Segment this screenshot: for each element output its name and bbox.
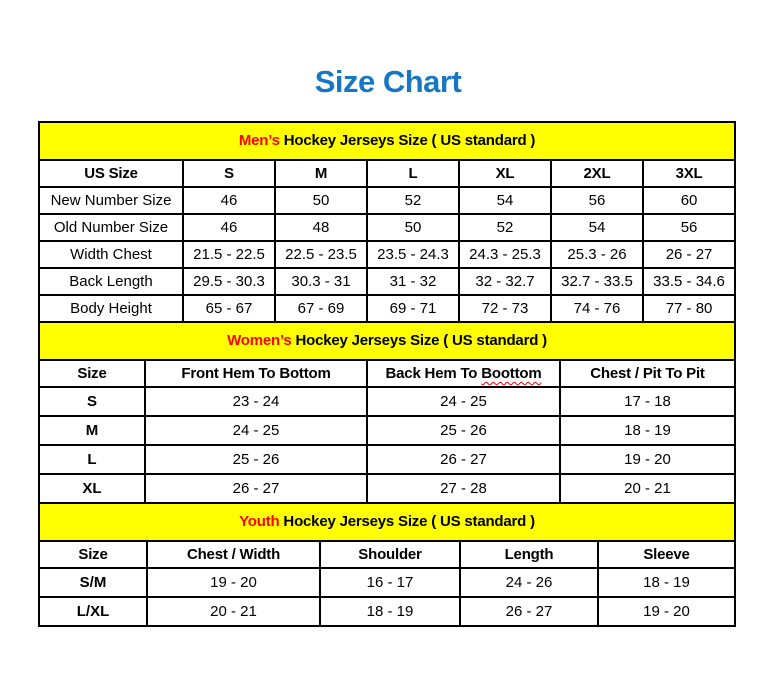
size-value: 56: [643, 214, 735, 241]
womens-column-header-size: Size: [39, 360, 145, 387]
row-label: S: [39, 387, 145, 416]
size-value: 21.5 - 22.5: [183, 241, 275, 268]
youth-header-row: [39, 541, 735, 568]
womens-banner-rest: Hockey Jerseys Size ( US standard ): [291, 332, 547, 350]
size-value: 18 - 19: [320, 597, 460, 626]
mens-column-header-s: S: [183, 160, 275, 187]
size-value: 69 - 71: [367, 295, 459, 322]
womens-size-table: [38, 321, 736, 504]
size-value: 18 - 19: [560, 416, 735, 445]
size-value: 50: [275, 187, 367, 214]
size-value: 19 - 20: [560, 445, 735, 474]
row-label: L: [39, 445, 145, 474]
youth-size-table: [38, 502, 736, 627]
womens-row-m: [39, 416, 735, 445]
size-chart-tables: [38, 121, 734, 627]
mens-banner-row: [39, 122, 735, 160]
size-value: 20 - 21: [147, 597, 320, 626]
youth-section-banner: [39, 503, 735, 541]
size-value: 33.5 - 34.6: [643, 268, 735, 295]
size-value: 65 - 67: [183, 295, 275, 322]
size-value: 18 - 19: [598, 568, 735, 597]
size-value: 23.5 - 24.3: [367, 241, 459, 268]
row-label: New Number Size: [39, 187, 183, 214]
size-value: 60: [643, 187, 735, 214]
size-value: 26 - 27: [145, 474, 367, 503]
youth-column-header-length: Length: [460, 541, 598, 568]
page-title: Size Chart: [314, 64, 462, 99]
size-value: 26 - 27: [643, 241, 735, 268]
size-value: 24 - 25: [145, 416, 367, 445]
mens-section-banner: [39, 122, 735, 160]
row-label: Old Number Size: [39, 214, 183, 241]
row-label: Width Chest: [39, 241, 183, 268]
mens-row-back-length: [39, 268, 735, 295]
womens-section-banner: [39, 322, 735, 360]
size-value: 26 - 27: [367, 445, 560, 474]
mens-column-header-l: L: [367, 160, 459, 187]
back-hem-text: Back Hem To: [385, 364, 482, 382]
size-value: 74 - 76: [551, 295, 643, 322]
mens-banner-highlight: Men’s: [238, 132, 280, 150]
size-value: 24 - 25: [367, 387, 560, 416]
misspelled-word-spellcheck-underline: Boottom: [481, 364, 542, 382]
mens-column-header-us-size: US Size: [39, 160, 183, 187]
youth-banner-row: [39, 503, 735, 541]
size-value: 72 - 73: [459, 295, 551, 322]
size-value: 32 - 32.7: [459, 268, 551, 295]
size-value: 20 - 21: [560, 474, 735, 503]
womens-row-s: [39, 387, 735, 416]
size-value: 16 - 17: [320, 568, 460, 597]
youth-column-header-chest-width: Chest / Width: [147, 541, 320, 568]
size-value: 23 - 24: [145, 387, 367, 416]
size-value: 54: [551, 214, 643, 241]
size-value: 52: [367, 187, 459, 214]
size-value: 26 - 27: [460, 597, 598, 626]
womens-column-header-back-hem: [367, 360, 560, 387]
womens-banner-row: [39, 322, 735, 360]
mens-row-body-height: [39, 295, 735, 322]
youth-column-header-shoulder: Shoulder: [320, 541, 460, 568]
mens-banner-rest: Hockey Jerseys Size ( US standard ): [279, 132, 536, 150]
row-label: XL: [39, 474, 145, 503]
size-value: 17 - 18: [560, 387, 735, 416]
size-value: 50: [367, 214, 459, 241]
row-label: M: [39, 416, 145, 445]
youth-banner-rest: Hockey Jerseys Size ( US standard ): [279, 513, 535, 531]
size-value: 48: [275, 214, 367, 241]
youth-column-header-sleeve: Sleeve: [598, 541, 735, 568]
row-label: L/XL: [39, 597, 147, 626]
size-value: 25 - 26: [145, 445, 367, 474]
size-value: 56: [551, 187, 643, 214]
size-value: 29.5 - 30.3: [183, 268, 275, 295]
womens-header-row: [39, 360, 735, 387]
size-value: 54: [459, 187, 551, 214]
mens-row-old-number-size: [39, 214, 735, 241]
mens-column-header-3xl: 3XL: [643, 160, 735, 187]
womens-banner-highlight: Women’s: [227, 332, 292, 350]
size-value: 32.7 - 33.5: [551, 268, 643, 295]
size-value: 19 - 20: [598, 597, 735, 626]
youth-banner-highlight: Youth: [239, 513, 280, 531]
mens-column-header-m: M: [275, 160, 367, 187]
womens-row-xl: [39, 474, 735, 503]
size-value: 77 - 80: [643, 295, 735, 322]
mens-column-header-2xl: 2XL: [551, 160, 643, 187]
womens-column-header-chest: Chest / Pit To Pit: [560, 360, 735, 387]
youth-row-lxl: [39, 597, 735, 626]
mens-header-row: [39, 160, 735, 187]
size-value: 30.3 - 31: [275, 268, 367, 295]
womens-column-header-front-hem: Front Hem To Bottom: [145, 360, 367, 387]
row-label: S/M: [39, 568, 147, 597]
size-value: 46: [183, 187, 275, 214]
size-value: 25.3 - 26: [551, 241, 643, 268]
size-value: 67 - 69: [275, 295, 367, 322]
mens-row-new-number-size: [39, 187, 735, 214]
size-value: 22.5 - 23.5: [275, 241, 367, 268]
size-value: 24.3 - 25.3: [459, 241, 551, 268]
size-value: 27 - 28: [367, 474, 560, 503]
size-value: 25 - 26: [367, 416, 560, 445]
size-value: 24 - 26: [460, 568, 598, 597]
womens-row-l: [39, 445, 735, 474]
row-label: Back Length: [39, 268, 183, 295]
youth-column-header-size: Size: [39, 541, 147, 568]
mens-size-table: [38, 121, 736, 323]
size-value: 31 - 32: [367, 268, 459, 295]
mens-column-header-xl: XL: [459, 160, 551, 187]
size-value: 19 - 20: [147, 568, 320, 597]
mens-row-width-chest: [39, 241, 735, 268]
size-value: 52: [459, 214, 551, 241]
row-label: Body Height: [39, 295, 183, 322]
youth-row-sm: [39, 568, 735, 597]
size-value: 46: [183, 214, 275, 241]
